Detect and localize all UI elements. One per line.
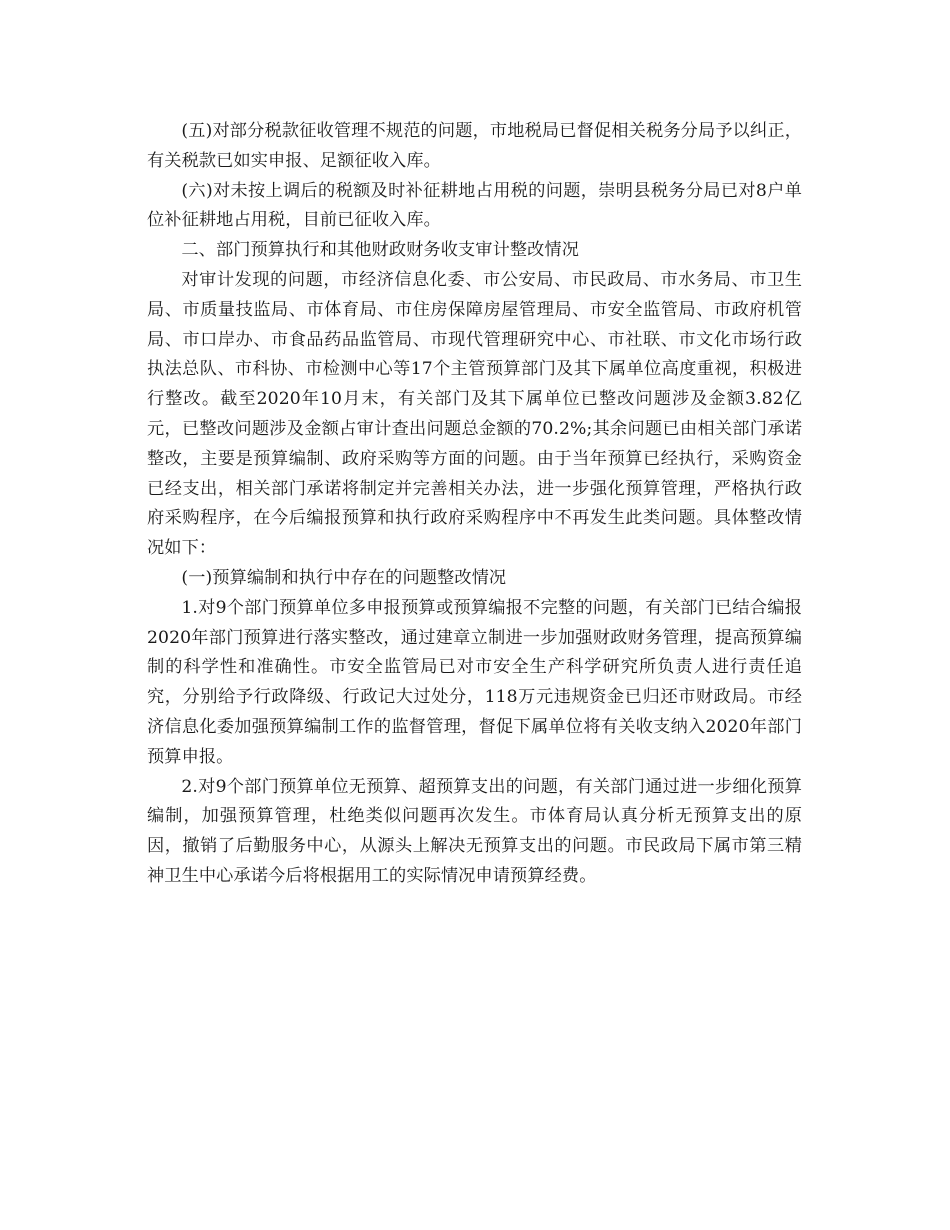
document-page <box>147 117 802 892</box>
paragraph-item-2: 2.对9个部门预算单位无预算、超预算支出的问题，有关部门通过进一步细化预算编制，加强预算管理，杜绝类似问题再次发生。市体育局认真分析无预算支出的原因，撤销了后勤服务中心，从源头上解决无预算支出的问题。市民政局下属市第三精神卫生中心承诺今后将根据用工的实际情况申请预算经费。 <box>147 776 802 886</box>
paragraph-tax-collection: (五)对部分税款征收管理不规范的问题，市地税局已督促相关税务分局予以纠正，有关税款已如实申报、足额征收入库。 <box>147 121 802 171</box>
paragraph-audit-findings: 对审计发现的问题，市经济信息化委、市公安局、市民政局、市水务局、市卫生局、市质量技监局、市体育局、市住房保障房屋管理局、市安全监管局、市政府机管局、市口岸办、市食品药品监管局、市现代管理研究中心、市社联、市文化市场行政执法总队、市科协、市检测中心等17个主管预算部门及其下属单位高度重视，积极进行整改。截至2020年10月末，有关部门及其下属单位已整改问题涉及金额3.82亿元，已整改问题涉及金额占审计查出问题总金额的70.2%;其余问题已由相关部门承诺整改，主要是预算编制、政府采购等方面的问题。由于当年预算已经执行，采购资金已经支出，相关部门承诺将制定并完善相关办法，进一步强化预算管理，严格执行政府采购程序，在今后编报预算和执行政府采购程序中不再发生此类问题。具体整改情况如下： <box>147 269 802 559</box>
subsection-heading-budget-issues: (一)预算编制和执行中存在的问题整改情况 <box>181 567 507 588</box>
paragraph-item-1: 1.对9个部门预算单位多申报预算或预算编报不完整的问题，有关部门已结合编报2020年部门预算进行落实整改，通过建章立制进一步加强财政财务管理，提高预算编制的科学性和准确性。市安全监管局已对市安全生产科学研究所负责人进行责任追究，分别给予行政降级、行政记大过处分，118万元违规资金已归还市财政局。市经济信息化委加强预算编制工作的监督管理，督促下属单位将有关收支纳入2020年部门预算申报。 <box>147 597 802 767</box>
section-heading-budget-audit: 二、部门预算执行和其他财政财务收支审计整改情况 <box>181 240 580 261</box>
paragraph-land-tax: (六)对未按上调后的税额及时补征耕地占用税的问题，崇明县税务分局已对8户单位补征耕地占用税，目前已征收入库。 <box>147 180 802 231</box>
